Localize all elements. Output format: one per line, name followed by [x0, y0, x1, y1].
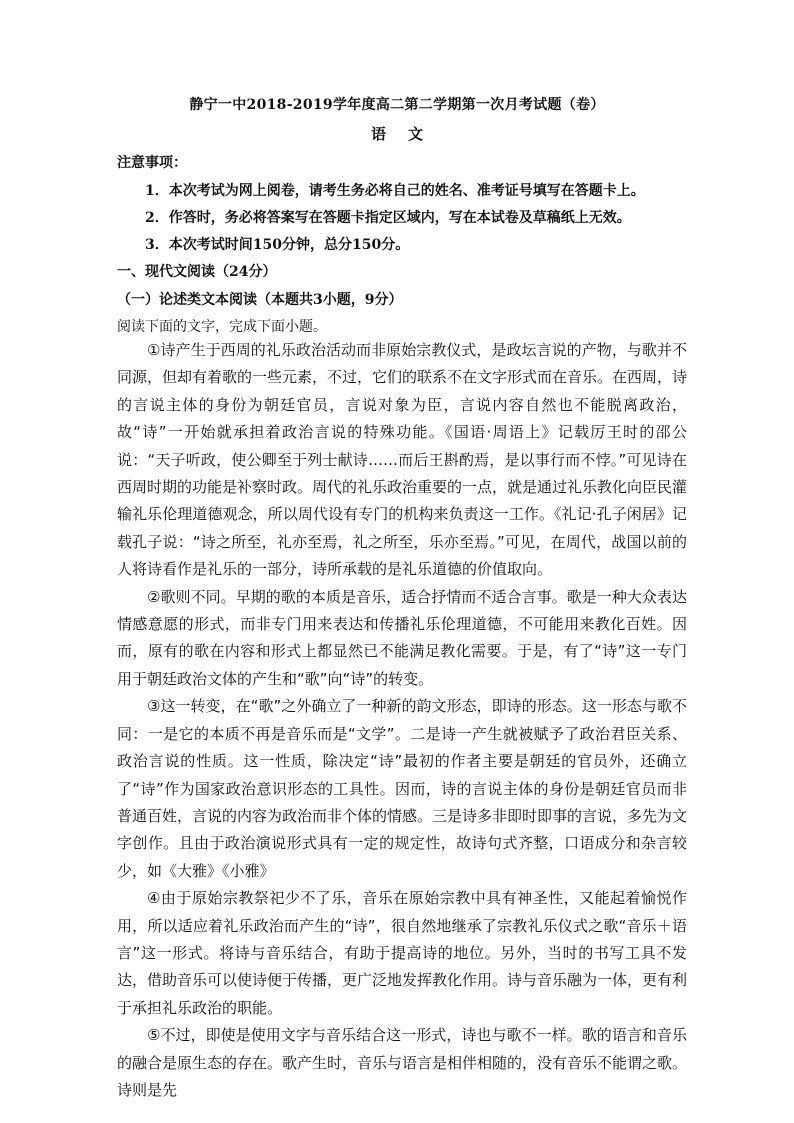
paragraph-4: ④由于原始宗教祭祀少不了乐，音乐在原始宗教中具有神圣性，又能起着愉悦作用，所以适应着礼乐政治而产生的“诗”，很自然地继承了宗教礼乐仪式之歌“音乐＋语言”这一形式。将诗与音乐结合，有助于提高诗的地位。另外，当时的书写工具不发达，借助音乐可以使诗便于传播，更广泛地发挥教化作用。诗与音乐融为一体，更有利于承担礼乐政治的职能。	[117, 889, 688, 1017]
subject-title: 语文	[370, 125, 445, 143]
subsection-heading: （一）论述类文本阅读（本题共3小题，9分）	[117, 292, 403, 308]
note-item: 1．本次考试为网上阅卷，请考生务必将自己的姓名、准考证号填写在答题卡上。	[145, 183, 645, 199]
section-heading: 一、现代文阅读（24分）	[117, 264, 277, 280]
reading-instruction: 阅读下面的文字，完成下面小题。	[117, 319, 327, 335]
paragraph-1: ①诗产生于西周的礼乐政治活动而非原始宗教仪式，是政坛言说的产物，与歌并不同源，但却有着歌的一些元素，不过，它们的联系不在文字形式而在音乐。在西周，诗的言说主体的身份为朝廷官员，言说对象为臣，言说内容自然也不能脱离政治，故“诗”一开始就承担着政治言说的特殊功能。《国语·周语上》记载厉王时的邵公说：“天子听政，使公卿至于列士献诗……而后王斟酌焉，是以事行而不悖。”可见诗在西周时期的功能是补察时政。周代的礼乐政治重要的一点，就是通过礼乐教化向臣民灌输礼乐伦理道德观念，所以周代设有专门的机构来负责这一工作。《礼记·孔子闲居》记载孔子说：“诗之所至，礼亦至焉，礼之所至，乐亦至焉。”可见，在周代，战国以前的人将诗看作是礼乐的一部分，诗所承载的是礼乐道德的价值取向。	[117, 341, 688, 579]
exam-title: 静宁一中2018-2019学年度高二第二学期第一次月考试题（卷）	[189, 97, 605, 113]
notes-heading: 注意事项：	[117, 155, 187, 171]
note-item: 3．本次考试时间150分钟，总分150分。	[145, 237, 410, 253]
paragraph-5: ⑤不过，即使是使用文字与音乐结合这一形式，诗也与歌不一样。歌的语言和音乐的融合是原生态的存在。歌产生时，音乐与语言是相伴相随的，没有音乐不能谓之歌。诗则是先	[117, 1026, 688, 1099]
paragraph-3: ③这一转变，在“歌”之外确立了一种新的韵文形态，即诗的形态。这一形态与歌不同：一是它的本质不再是音乐而是“文学”。二是诗一产生就被赋予了政治君臣关系、政治言说的性质。这一性质，除决定“诗”最初的作者主要是朝廷的官员外，还确立了“诗”作为国家政治意识形态的工具性。因而，诗的言说主体的身份是朝廷官员而非普通百姓，言说的内容为政治而非个体的情感。三是诗多非即时即事的言说，多先为文字创作。且由于政治演说形式具有一定的规定性，故诗句式齐整，口语成分和杂言较少，如《大雅》《小雅》	[117, 697, 688, 880]
note-item: 2．作答时，务必将答案写在答题卡指定区域内，写在本试卷及草稿纸上无效。	[145, 210, 631, 226]
paragraph-2: ②歌则不同。早期的歌的本质是音乐，适合抒情而不适合言事。歌是一种大众表达情感意愿的形式，而非专门用来表达和传播礼乐伦理道德，不可能用来教化百姓。因而，原有的歌在内容和形式上都显然已不能满足教化需要。于是，有了“诗”这一专门用于朝廷政治文体的产生和“歌”向“诗”的转变。	[117, 587, 687, 688]
passage	[117, 337, 687, 1104]
